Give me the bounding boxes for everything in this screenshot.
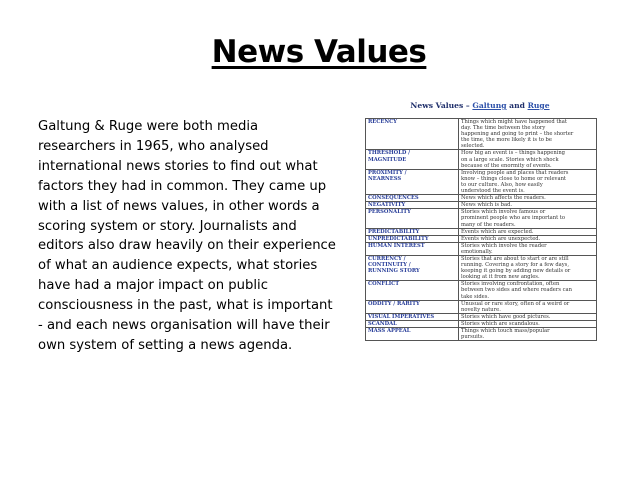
news-value-description-line: between two sides and where readers can xyxy=(461,287,572,294)
news-value-name-line: HUMAN INTEREST xyxy=(368,242,425,249)
news-value-description-line: Stories which involve the reader xyxy=(461,242,547,249)
body-line: researchers in 1965, who analysed xyxy=(38,138,269,154)
news-value-description xyxy=(459,300,597,313)
news-value-name-line: NEGATIVITY xyxy=(368,202,406,209)
news-value-name-line: MASS APPEAL xyxy=(368,328,411,334)
news-value-name xyxy=(366,255,459,280)
news-value-description-line: Stories which involve famous or xyxy=(461,209,546,216)
news-value-name-line: CONSEQUENCES xyxy=(368,195,419,202)
news-value-description-line: many of the readers. xyxy=(461,221,516,228)
figure-title-main: News Values xyxy=(410,101,464,110)
news-value-description-line: Events which are expected. xyxy=(461,228,534,235)
news-value-description xyxy=(459,228,597,235)
table-row xyxy=(366,195,597,202)
news-value-description-line: keeping it going by adding new details or xyxy=(461,268,571,275)
news-value-name xyxy=(366,320,459,327)
news-value-name xyxy=(366,281,459,300)
news-value-name-line: THRESHOLD / xyxy=(368,150,411,157)
news-value-name-line: PREDICTABILITY xyxy=(368,228,420,235)
news-value-name xyxy=(366,169,459,194)
figure-title-separator: – xyxy=(463,101,473,110)
news-value-description xyxy=(459,255,597,280)
table-row xyxy=(366,228,597,235)
news-value-name-line: VISUAL IMPERATIVES xyxy=(368,313,435,320)
news-value-description xyxy=(459,320,597,327)
news-value-description xyxy=(459,313,597,320)
figure-title xyxy=(360,101,600,110)
news-value-description-line: understood the event is. xyxy=(461,188,525,195)
news-value-name-line: NEARNESS xyxy=(368,175,402,182)
news-value-description-line: day. The time between the story xyxy=(461,125,546,132)
news-value-name xyxy=(366,202,459,209)
news-value-description-line: running. Covering a story for a few days, xyxy=(461,262,569,269)
news-value-description-line: know – things close to home or relevant xyxy=(461,175,567,182)
news-value-description-line: Events which are unexpected. xyxy=(461,235,541,242)
news-value-description xyxy=(459,328,597,341)
news-value-description-line: because of the enormity of events. xyxy=(461,162,552,169)
table-row xyxy=(366,209,597,228)
news-value-description xyxy=(459,235,597,242)
news-value-description xyxy=(459,202,597,209)
figure-title-author-galtung: Galtung xyxy=(472,101,507,110)
figure-title-author-ruge: Ruge xyxy=(527,101,550,110)
news-value-description-line: selected. xyxy=(461,143,485,150)
news-value-name-line: RUNNING STORY xyxy=(368,268,420,275)
news-values-figure xyxy=(360,101,600,438)
news-value-description-line: Stories involving confrontation, often xyxy=(461,281,560,288)
news-value-name-line: CURRENCY / xyxy=(368,255,406,262)
figure-title-and: and xyxy=(506,101,528,110)
news-value-name-line: PERSONALITY xyxy=(368,209,411,216)
news-values-table xyxy=(365,118,597,341)
table-row xyxy=(366,328,597,341)
news-value-name-line: CONFLICT xyxy=(368,281,400,288)
news-value-name-line: ODDITY / RARITY xyxy=(368,300,420,307)
slide-title: News Values xyxy=(211,34,427,70)
news-value-name-line: PROXIMITY / xyxy=(368,169,407,176)
news-value-description-line: looking at it from new angles. xyxy=(461,274,540,281)
news-value-name xyxy=(366,228,459,235)
news-value-description-line: to our culture. Also, how easily xyxy=(461,181,543,188)
news-value-description-line: How big an event is – things happening xyxy=(461,150,565,157)
news-value-description-line: on a large scale. Stories which shock xyxy=(461,156,559,163)
news-value-description-line: News which is bad. xyxy=(461,202,513,209)
news-value-description-line: News which affects the readers. xyxy=(461,195,546,202)
news-value-description xyxy=(459,119,597,150)
news-value-description xyxy=(459,150,597,169)
table-row xyxy=(366,169,597,194)
news-value-description xyxy=(459,169,597,194)
news-value-name xyxy=(366,195,459,202)
news-value-description xyxy=(459,195,597,202)
table-row xyxy=(366,320,597,327)
news-value-description-line: pursuits. xyxy=(461,334,485,341)
news-value-name xyxy=(366,300,459,313)
body-line: consciousness in the past, what is important xyxy=(38,298,333,314)
news-value-name xyxy=(366,242,459,255)
body-line: have had a major impact on public xyxy=(38,278,268,294)
news-value-name-line: CONTINUITY / xyxy=(368,262,411,269)
body-line: scoring system or story. Journalists and xyxy=(38,218,297,234)
news-value-name xyxy=(366,150,459,169)
news-value-description-line: Stories that are about to start or are still xyxy=(461,255,569,262)
body-line: Galtung & Ruge were both media xyxy=(38,119,259,134)
table-row xyxy=(366,300,597,313)
news-value-description-line: Things which might have happened that xyxy=(461,119,567,125)
news-value-description-line: Unusual or rare story, often of a weird or xyxy=(461,300,570,307)
table-row xyxy=(366,313,597,320)
news-value-name-line: RECENCY xyxy=(368,119,397,125)
body-line: editors also draw heavily on their experience xyxy=(38,238,336,254)
body-line: international news stories to find out what xyxy=(38,158,318,174)
news-value-description-line: happening and going to print – the shorter xyxy=(461,131,574,138)
table-row xyxy=(366,150,597,169)
news-value-name xyxy=(366,209,459,228)
news-value-description xyxy=(459,242,597,255)
table-row xyxy=(366,242,597,255)
news-value-name-line: UNPREDICTABILITY xyxy=(368,235,429,242)
news-value-name xyxy=(366,235,459,242)
body-line: of what an audience expects, what stories xyxy=(38,258,318,274)
news-value-name xyxy=(366,313,459,320)
table-row xyxy=(366,281,597,300)
news-value-name-line: MAGNITUDE xyxy=(368,156,407,163)
news-value-description-line: the time, the more likely it is to be xyxy=(461,137,552,144)
news-value-description-line: Stories which have good pictures. xyxy=(461,313,551,320)
news-value-description-line: emotionally. xyxy=(461,248,493,255)
news-value-name xyxy=(366,119,459,150)
news-value-description-line: take sides. xyxy=(461,293,490,300)
news-value-description xyxy=(459,281,597,300)
table-row xyxy=(366,202,597,209)
table-row xyxy=(366,255,597,280)
news-value-name-line: SCANDAL xyxy=(368,320,397,327)
body-line: factors they had in common. They came up xyxy=(38,178,327,194)
body-line: - and each news organisation will have their xyxy=(38,318,330,334)
news-value-name xyxy=(366,328,459,341)
news-value-description xyxy=(459,209,597,228)
news-value-description-line: Things which touch mass/popular xyxy=(461,328,550,334)
news-value-description-line: Involving people and places that readers xyxy=(461,169,569,176)
news-value-description-line: prominent people who are important to xyxy=(461,215,566,222)
body-paragraph xyxy=(38,117,336,356)
table-row xyxy=(366,235,597,242)
body-line: with a list of news values, in other words a xyxy=(38,198,320,214)
news-value-description-line: novelty nature. xyxy=(461,306,501,313)
body-line: own system of setting a news agenda. xyxy=(38,337,293,353)
table-row xyxy=(366,119,597,150)
news-value-description-line: Stories which are scandalous. xyxy=(461,320,540,327)
